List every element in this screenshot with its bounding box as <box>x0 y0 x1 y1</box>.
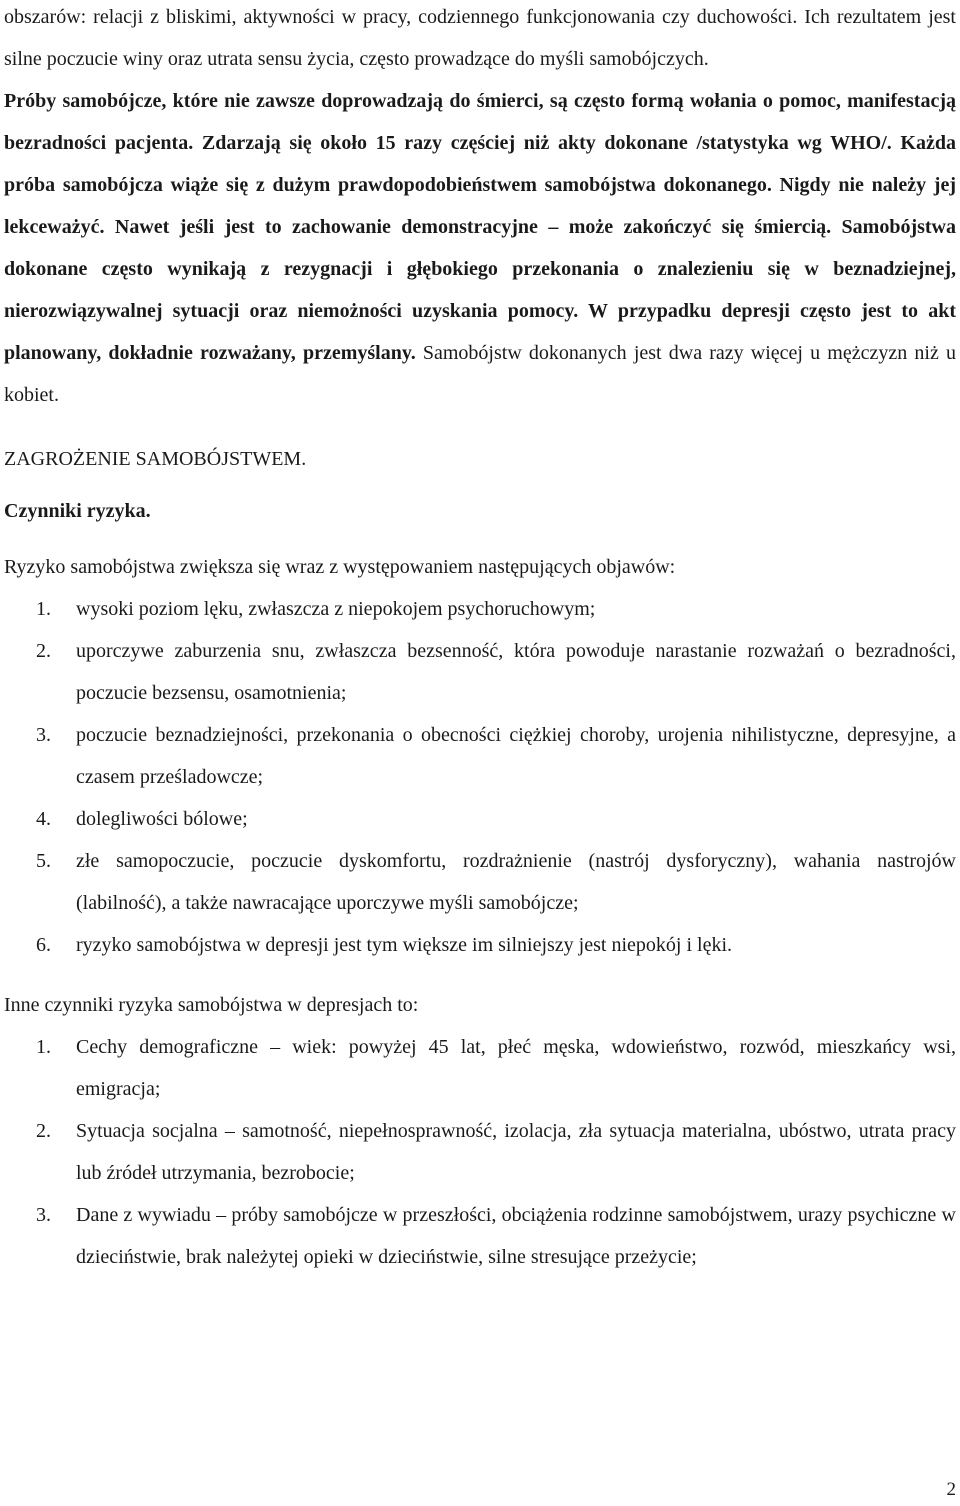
paragraph-intro <box>4 0 956 80</box>
list-number: 1. <box>36 1036 51 1058</box>
list-item <box>4 1194 956 1278</box>
list-number: 2. <box>36 1120 51 1142</box>
list-number: 1. <box>36 598 51 620</box>
list-text: Cechy demograficzne – wiek: powyżej 45 lat, płeć męska, wdowieństwo, rozwód, mieszkańcy wsi, emigracja; <box>76 1036 956 1100</box>
list-text: Sytuacja socjalna – samotność, niepełnosprawność, izolacja, zła sytuacja materialna, ubóstwo, utrata pracy lub źródeł utrzymania, bezrobocie; <box>76 1120 956 1184</box>
list-number: 2. <box>36 640 51 662</box>
list-item <box>4 588 956 630</box>
page-number: 2 <box>946 1479 956 1500</box>
list-number: 5. <box>36 850 51 872</box>
other-risk-intro: Inne czynniki ryzyka samobójstwa w depresjach to: <box>4 994 419 1016</box>
list-number: 4. <box>36 808 51 830</box>
risk-intro: Ryzyko samobójstwa zwiększa się wraz z występowaniem następujących objawów: <box>4 556 676 578</box>
paragraph-bold-text: Próby samobójcze, które nie zawsze doprowadzają do śmierci, są często formą wołania o pomoc, manifestacją bezradności pacjenta. Zdarzają się około 15 razy częściej niż akty dokonane /statystyka wg WHO/. Każda próba samobójcza wiąże się z dużym prawdopodobieństwem samobójstwa dokonanego. Nigdy nie należy jej lekceważyć. Nawet jeśli jest to zachowanie demonstracyjne – może zakończyć się śmiercią. Samobójstwa dokonane często wynikają z rezygnacji i głębokiego przekonania o znalezieniu się w beznadziejnej, nierozwiązywalnej sytuacji oraz niemożności uzyskania pomocy. W przypadku depresji często jest to akt planowany, dokładnie rozważany, przemyślany. <box>4 90 956 364</box>
subsection-heading: Czynniki ryzyka. <box>4 500 151 522</box>
list-item <box>4 1026 956 1110</box>
list-text: ryzyko samobójstwa w depresji jest tym większe im silniejszy jest niepokój i lęki. <box>76 934 732 956</box>
paragraph-intro-text: obszarów: relacji z bliskimi, aktywności w pracy, codziennego funkcjonowania czy duchowości. Ich rezultatem jest silne poczucie winy oraz utrata sensu życia, często prowadzące do myśli samobójczych. <box>4 6 956 70</box>
list-item <box>4 714 956 798</box>
list-item <box>4 798 956 840</box>
list-text: złe samopoczucie, poczucie dyskomfortu, rozdrażnienie (nastrój dysforyczny), wahania nastrojów (labilność), a także nawracające uporczywe myśli samobójcze; <box>76 850 956 914</box>
list-number: 6. <box>36 934 51 956</box>
list-text: dolegliwości bólowe; <box>76 808 248 830</box>
list-item <box>4 630 956 714</box>
list-text: Dane z wywiadu – próby samobójcze w przeszłości, obciążenia rodzinne samobójstwem, urazy psychiczne w dzieciństwie, brak należytej opieki w dzieciństwie, silne stresujące przeżycie; <box>76 1204 956 1268</box>
list-item <box>4 1110 956 1194</box>
paragraph-regular-text: Samobójstw dokonanych jest dwa razy więcej u mężczyzn niż u kobiet. <box>4 342 956 406</box>
list-text: wysoki poziom lęku, zwłaszcza z niepokojem psychoruchowym; <box>76 598 596 620</box>
list-text: uporczywe zaburzenia snu, zwłaszcza bezsenność, która powoduje narastanie rozważań o bezradności, poczucie bezsensu, osamotnienia; <box>76 640 956 704</box>
paragraph-suicide-attempts <box>4 80 956 416</box>
list-number: 3. <box>36 1204 51 1226</box>
document-page <box>4 0 956 1278</box>
list-item <box>4 840 956 924</box>
list-item <box>4 924 956 966</box>
list-text: poczucie beznadziejności, przekonania o obecności ciężkiej choroby, urojenia nihilistyczne, depresyjne, a czasem prześladowcze; <box>76 724 956 788</box>
other-risk-list <box>4 1026 956 1278</box>
section-heading: ZAGROŻENIE SAMOBÓJSTWEM. <box>4 448 307 470</box>
list-number: 3. <box>36 724 51 746</box>
risk-symptom-list <box>4 588 956 966</box>
